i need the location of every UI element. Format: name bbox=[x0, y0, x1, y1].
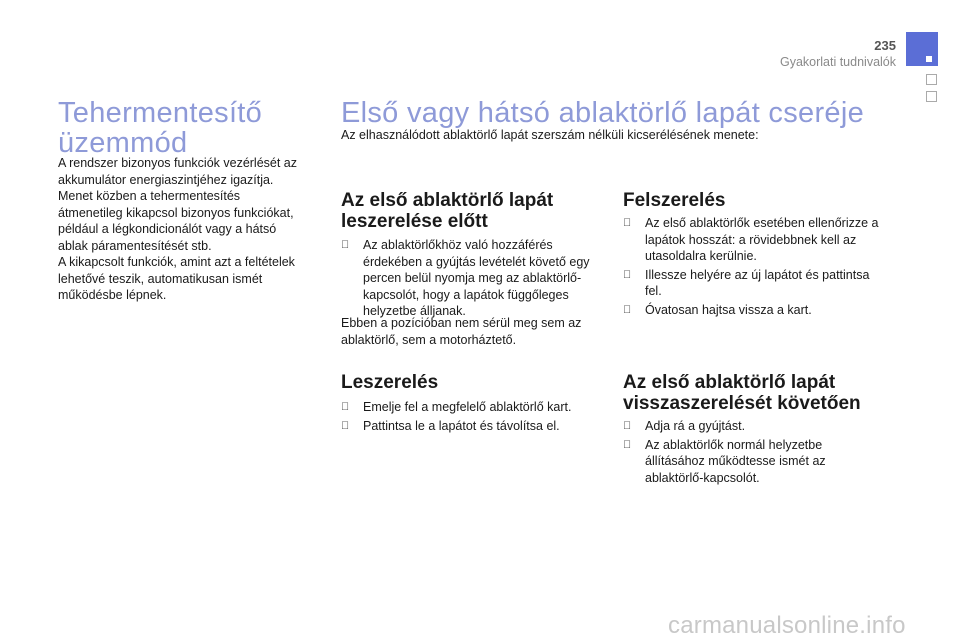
list-item: Pattintsa le a lapátot és távolítsa el. bbox=[341, 418, 591, 435]
bullet-marker bbox=[623, 215, 631, 232]
paragraph: Menet közben a tehermentesítés átmenetileg kikapcsol bizonyos funkciókat, például a légkondicionálót vagy a hátsó ablak páramentesítését stb. bbox=[58, 189, 294, 253]
section-heading-after: Az első ablaktörlő lapát visszaszerelését követően bbox=[623, 372, 861, 414]
chapter-tab bbox=[906, 32, 938, 66]
left-body bbox=[58, 155, 308, 304]
main-intro: Az elhasználódott ablaktörlő lapát szerszám nélküli kicserélésének menete: bbox=[341, 128, 759, 142]
before-note: Ebben a pozícióban nem sérül meg sem az ablaktörlő, sem a motorháztető. bbox=[341, 316, 582, 347]
chapter-tab-box bbox=[926, 91, 937, 102]
list-item: Illessze helyére az új lapátot és pattintsa fel. bbox=[623, 267, 883, 300]
section-label: Gyakorlati tudnivalók bbox=[779, 55, 896, 69]
left-title: Tehermentesítő üzemmód bbox=[58, 97, 263, 159]
chapter-tab-marker bbox=[926, 56, 932, 62]
list-item: Az ablaktörlőkhöz való hozzáférés érdekében a gyújtás levételét követő egy percen belül nyomja meg az ablaktörlő-kapcsolót, hogy a lapátok függőleges helyzetbe álljanak. bbox=[341, 237, 591, 320]
page-number: 235 bbox=[874, 38, 896, 53]
paragraph: A kikapcsolt funkciók, amint azt a feltételek lehetővé teszik, automatikusan ismét működésbe lépnek. bbox=[58, 255, 295, 302]
list-item: Emelje fel a megfelelő ablaktörlő kart. bbox=[341, 399, 591, 416]
after-list bbox=[623, 418, 873, 488]
bullet-marker bbox=[623, 437, 631, 454]
bullet-marker bbox=[341, 399, 349, 416]
bullet-marker bbox=[623, 267, 631, 284]
bullet-marker bbox=[341, 418, 349, 435]
fitting-list bbox=[623, 215, 883, 320]
removal-list bbox=[341, 399, 591, 436]
section-heading-before: Az első ablaktörlő lapát leszerelése előtt bbox=[341, 190, 554, 232]
bullet-marker bbox=[623, 302, 631, 319]
bullet-marker bbox=[341, 237, 349, 254]
paragraph: A rendszer bizonyos funkciók vezérlését az akkumulátor energiaszintjéhez igazítja. bbox=[58, 156, 298, 187]
list-item: Az ablaktörlők normál helyzetbe állításához működtesse ismét az ablaktörlő-kapcsolót. bbox=[623, 437, 873, 487]
section-heading-fitting: Felszerelés bbox=[623, 190, 726, 211]
main-title: Első vagy hátsó ablaktörlő lapát cseréje bbox=[341, 97, 865, 129]
before-list bbox=[341, 237, 591, 322]
bullet-marker bbox=[623, 418, 631, 435]
list-item: Az első ablaktörlők esetében ellenőrizze a lapátok hosszát: a rövidebbnek kell az utasoldalra kerülnie. bbox=[623, 215, 883, 265]
list-item: Óvatosan hajtsa vissza a kart. bbox=[623, 302, 883, 319]
section-heading-removal: Leszerelés bbox=[341, 372, 439, 393]
list-item: Adja rá a gyújtást. bbox=[623, 418, 873, 435]
chapter-tab-box bbox=[926, 74, 937, 85]
watermark: carmanualsonline.info bbox=[668, 612, 906, 639]
